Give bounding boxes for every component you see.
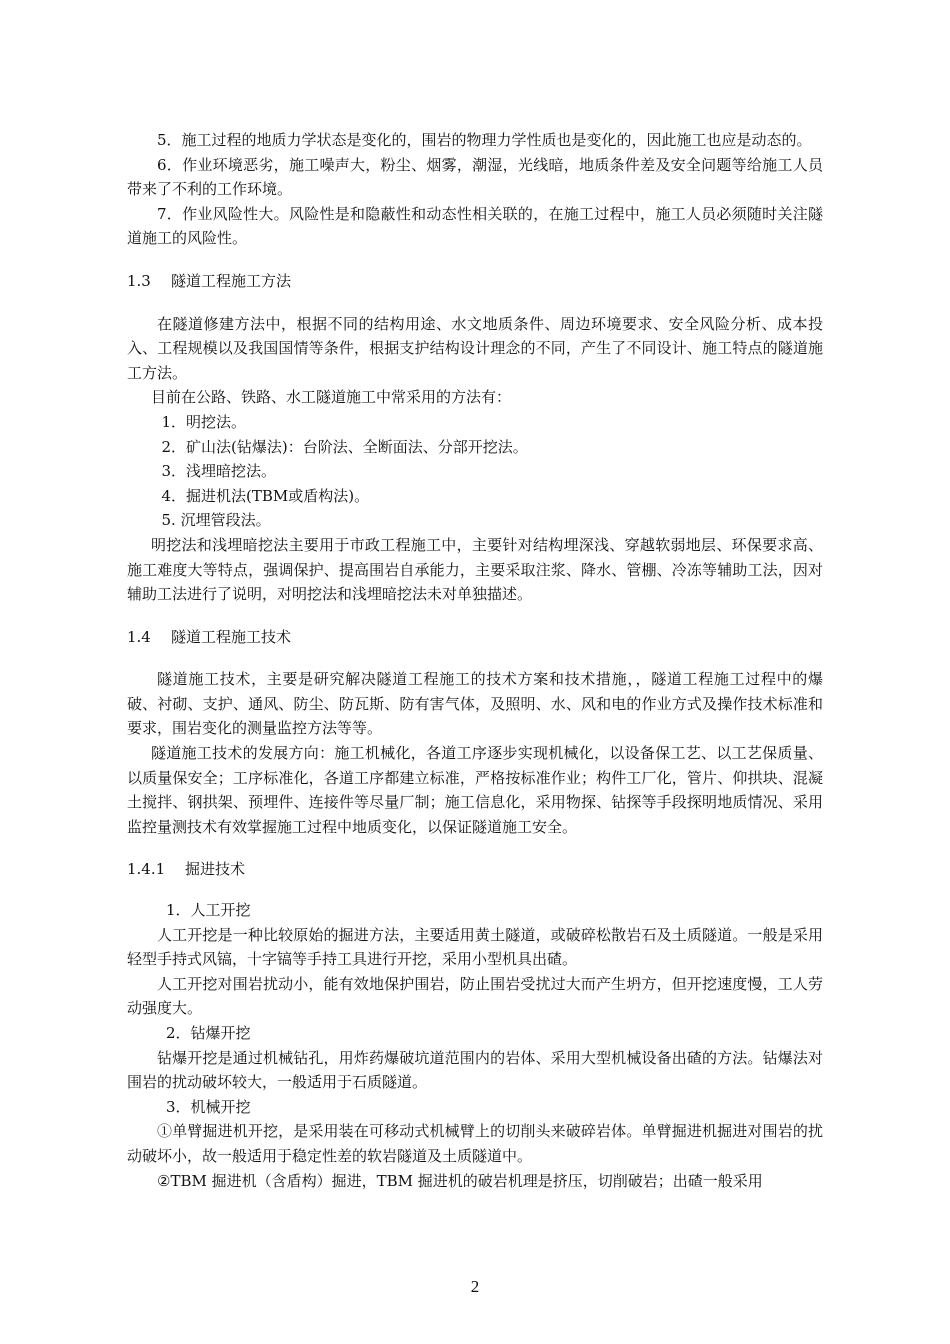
drill-blast-paragraph: 钻爆开挖是通过机械钻孔，用炸药爆破坑道范围内的岩体、采用大型机械设备出碴的方法。钻爆法对围岩的扰动破坏较大，一般适用于石质隧道。 — [127, 1048, 823, 1092]
section-number: 1.4 — [127, 627, 151, 646]
section-number: 1.3 — [127, 271, 151, 290]
method-list-item: 2．矿山法(钻爆法)：台阶法、全断面法、分部开挖法。 — [161, 437, 528, 456]
method-list-item: 5. 沉埋管段法。 — [161, 511, 271, 530]
method-list-item: 4．掘进机法(TBM或盾构法)。 — [161, 486, 370, 505]
section-heading-1-3 — [127, 269, 823, 294]
manual-excavation-paragraph: 人工开挖是一种比较原始的掘进方法，主要适用黄土隧道，或破碎松散岩石及土质隧道。一般是采用轻型手持式风镐，十字镐等手持工具进行开挖，采用小型机具出碴。 — [127, 925, 823, 969]
technology-paragraph: 隧道施工技术，主要是研究解决隧道工程施工的技术方案和技术措施，，隧道工程施工过程中的爆破、衬砌、支护、通风、防尘、防瓦斯、防有害气体，及照明、水、风和电的作业方式及操作技术标准和要求，围岩变化的测量监控方法等等。 — [127, 670, 823, 738]
paragraph-item-7: 7．作业风险性大。风险性是和隐蔽性和动态性相关联的，在施工过程中，施工人员必须随时关注隧道施工的风险性。 — [127, 204, 823, 248]
subsection-heading-1-4-1 — [127, 857, 823, 882]
paragraph-item-5: 5．施工过程的地质力学状态是变化的，围岩的物理力学性质也是变化的，因此施工也应是动态的。 — [157, 131, 812, 149]
methods-lead-paragraph: 目前在公路、铁路、水工隧道施工中常采用的方法有： — [151, 388, 512, 407]
drill-blast-heading: 2．钻爆开挖 — [166, 1024, 251, 1042]
section-title: 隧道工程施工方法 — [171, 271, 292, 290]
section-heading-1-4 — [127, 625, 823, 650]
methods-note-paragraph: 明挖法和浅埋暗挖法主要用于市政工程施工中，主要针对结构埋深浅、穿越软弱地层、环保要求高、施工难度大等特点，强调保护、提高围岩自承能力，主要采取注浆、降水、管棚、冷冻等辅助工法，因对辅助工法进行了说明，对明挖法和浅埋暗挖法未对单独描述。 — [127, 535, 823, 604]
section-title: 隧道工程施工技术 — [171, 627, 292, 646]
manual-excavation-paragraph: 人工开挖对围岩扰动小，能有效地保护围岩，防止围岩受扰过大而产生坍方，但开挖速度慢，工人劳动强度大。 — [127, 974, 823, 1018]
subsection-title: 掘进技术 — [185, 860, 246, 879]
mechanical-excavation-heading: 3．机械开挖 — [166, 1097, 251, 1116]
document-body — [127, 128, 823, 1193]
manual-excavation-heading: 1．人工开挖 — [166, 901, 251, 920]
section-intro-paragraph: 在隧道修建方法中，根据不同的结构用途、水文地质条件、周边环境要求、安全风险分析、成本投入、工程规模以及我国国情等条件，根据支护结构设计理念的不同，产生了不同设计、施工特点的隧道施工方法。 — [127, 314, 823, 382]
subsection-number: 1.4.1 — [127, 860, 166, 879]
mechanical-excavation-paragraph: ①单臂掘进机开挖，是采用装在可移动式机械臂上的切削头来破碎岩体。单臂掘进机掘进对围岩的扰动破坏小，故一般适用于稳定性差的软岩隧道及土质隧道中。 — [127, 1122, 823, 1165]
paragraph-item-6: 6．作业环境恶劣，施工噪声大，粉尘、烟雾，潮湿，光线暗，地质条件差及安全问题等给施工人员带来了不利的工作环境。 — [127, 155, 823, 199]
development-direction-paragraph: 隧道施工技术的发展方向：施工机械化，各道工序逐步实现机械化，以设备保工艺、以工艺保质量、以质量保安全；工序标准化，各道工序都建立标准，严格按标准作业；构件工厂化，管片、仰拱块、混凝土搅拌、钢拱架、预埋件、连接件等尽量厂制；施工信息化，采用物探、钻探等手段探明地质情况、采用监控量测技术有效掌握施工过程中地质变化，以保证隧道施工安全。 — [127, 744, 823, 836]
page-number: 2 — [470, 1277, 480, 1296]
mechanical-excavation-paragraph: ②TBM 掘进机（含盾构）掘进，TBM 掘进机的破岩机理是挤压，切削破岩；出碴一般采用 — [157, 1171, 763, 1190]
method-list-item: 1．明挖法。 — [161, 412, 247, 431]
method-list-item: 3．浅埋暗挖法。 — [161, 462, 277, 481]
